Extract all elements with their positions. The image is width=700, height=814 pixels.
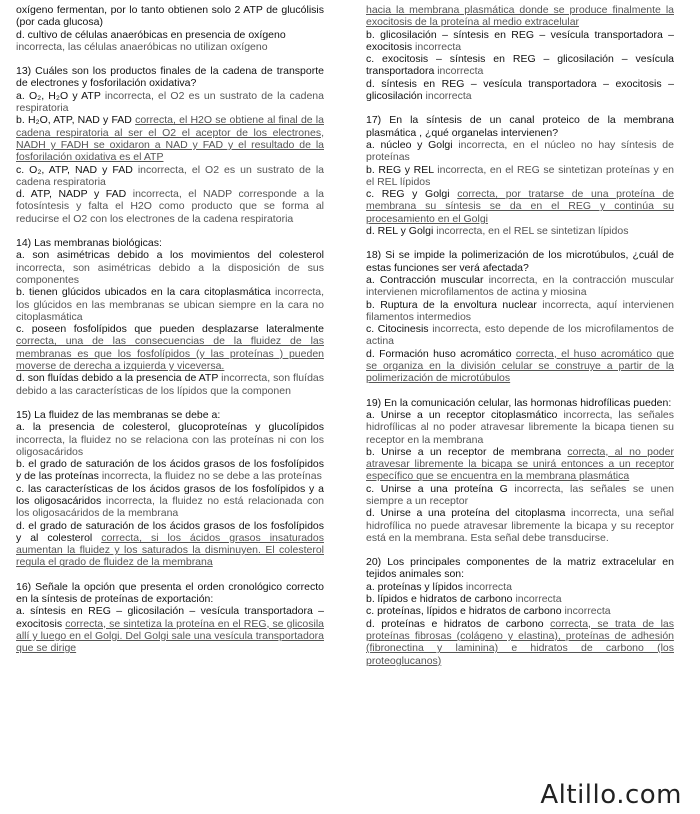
- option-label: d. proteínas e hidratos de carbono: [366, 617, 544, 630]
- option-note: incorrecta: [437, 65, 484, 78]
- correct-answer-note: hacia la membrana plasmática donde se produce finalmente la exocitosis de la proteína al medio extracelular: [366, 4, 674, 29]
- option-label: b. REG y REL: [366, 163, 434, 176]
- option-note: incorrecta, las señales hidrofílicas al no poder atravesar libremente la bicapa tienen su receptor en la membrana: [366, 408, 675, 446]
- question-17: [366, 114, 674, 237]
- option-a-continued: [366, 4, 674, 29]
- option-label: b. el grado de saturación de los ácidos grasos de los fosfolípidos y de las proteínas: [16, 458, 324, 483]
- option-label: a. Contracción muscular: [366, 273, 484, 286]
- correct-answer-note: correcta, al no poder atravesar libremente la bicapa se unirá entonces a un receptor específico que se encuentra en la membrana plasmática: [366, 445, 674, 483]
- question-20: [366, 556, 674, 667]
- option-note: incorrecta, el NADP corresponde a la fotosíntesis y falta el H2O como producto que se forma al reducirse el O2 con los electrones de la cadena respiratoria: [16, 188, 324, 225]
- option-label: d. el grado de saturación de los ácidos grasos de los fosfolípidos y al colesterol: [16, 519, 324, 544]
- option-c: [366, 483, 674, 508]
- option-note: incorrecta, aquí intervienen filamentos intermedios: [366, 298, 675, 323]
- option-label: a. proteínas y lípidos: [366, 580, 463, 593]
- question-stem: 20) Los principales componentes de la matriz extracelular en tejidos animales son:: [366, 556, 674, 581]
- option-label: d. ATP, NADP y FAD: [16, 188, 127, 201]
- option-note: incorrecta, la fluidez no se relaciona con las proteínas ni con los oligosacáridos: [16, 433, 324, 458]
- option-label: d. Formación huso acromático: [366, 347, 512, 360]
- site-watermark: Altillo.com: [540, 780, 682, 810]
- option-label: c. O₂, ATP, NAD y FAD: [16, 163, 133, 176]
- option-label: c. exocitosis – síntesis en REG – glicosilación – vesícula transportadora: [366, 53, 674, 78]
- option-a: [16, 249, 324, 286]
- option-b: [366, 164, 674, 189]
- right-column: [366, 4, 674, 679]
- continuation-text: oxígeno fermentan, por lo tanto obtienen solo 2 ATP de glucólisis (por cada glucosa): [16, 4, 324, 29]
- option-note: incorrecta, en el REL se sintetizan lípidos: [436, 225, 629, 238]
- option-label: d. cultivo de células anaeróbicas en presencia de oxígeno: [16, 28, 286, 41]
- option-d: [16, 372, 324, 397]
- question-12-continuation: [16, 4, 324, 53]
- option-label: d. REL y Golgi: [366, 225, 434, 238]
- option-d: [366, 78, 674, 103]
- option-note: incorrecta, la fluidez no se debe a las proteínas: [101, 470, 322, 483]
- option-b: [366, 29, 674, 54]
- option-c: [16, 483, 324, 520]
- option-label: c. Unirse a una proteína G: [366, 482, 508, 495]
- option-label: d. son fluídas debido a la presencia de ATP: [16, 372, 219, 385]
- option-b: [16, 114, 324, 163]
- correct-answer-note: correcta, se sintetiza la proteína en el REG, se glicosila allí y luego en el Golgi. Del Golgi sale una vesícula transportadora que se dirige: [16, 617, 324, 655]
- option-note: incorrecta, en la contracción muscular intervienen microfilamentos de actina y miosina: [366, 273, 674, 299]
- option-note: incorrecta, una señal hidrofílica no puede atravesar libremente la bicapa y su receptor está en la membrana. Esta señal debe transducirse.: [366, 507, 674, 544]
- option-a: [16, 421, 324, 458]
- option-label: d. síntesis en REG – vesícula transportadora – exocitosis – glicosilación: [366, 77, 674, 103]
- question-stem: 19) En la comunicación celular, las hormonas hidrofílicas pueden:: [366, 396, 672, 409]
- option-note: incorrecta, las células anaeróbicas no utilizan oxígeno: [16, 40, 268, 53]
- correct-answer-note: correcta, se trata de las proteínas fibrosas (colágeno y elastina), proteínas de adhesión (fibronectina y laminina) e hidratos de carbono (los proteoglucanos): [366, 617, 675, 667]
- option-label: a. núcleo y Golgi: [366, 138, 453, 151]
- option-d: [16, 520, 324, 569]
- option-label: a. Unirse a un receptor citoplasmático: [366, 408, 558, 421]
- option-d: [366, 348, 674, 385]
- option-b: [366, 593, 674, 605]
- question-15: [16, 409, 324, 569]
- option-note: incorrecta: [564, 605, 611, 618]
- option-c: [366, 323, 674, 348]
- correct-answer-note: correcta, el huso acromático que se organiza en la división celular se construye a partir de la polimerización de microtúbulos: [366, 347, 674, 385]
- option-b: [366, 299, 674, 324]
- option-a: [366, 274, 674, 299]
- option-label: c. Citocinesis: [366, 323, 429, 336]
- option-d: [366, 507, 674, 544]
- question-stem: 17) En la síntesis de un canal proteico de la membrana plasmática , ¿qué organelas intervienen?: [366, 114, 674, 139]
- option-d: [16, 188, 324, 225]
- option-a: [366, 139, 674, 164]
- option-note: incorrecta, son fluídas debido a las características de los lípidos que la componen: [16, 372, 324, 397]
- option-d: [366, 225, 674, 237]
- question-16: [16, 581, 324, 655]
- option-a: [16, 90, 324, 115]
- question-18: [366, 249, 674, 384]
- option-label: a. síntesis en REG – glicosilación – vesícula transportadora – exocitosis: [16, 605, 324, 630]
- option-note: incorrecta, en el núcleo no hay síntesis de proteínas: [366, 138, 674, 164]
- option-note: incorrecta: [425, 90, 472, 103]
- option-note: incorrecta, la fluidez no está relacionada con los oligosacáridos de la membrana: [16, 494, 325, 520]
- question-19: [366, 397, 674, 545]
- option-note: incorrecta, los glúcidos en las membranas se ubican siempre en la cara no citoplasmática: [16, 286, 324, 323]
- option-label: d. Unirse a una proteína del citoplasma: [366, 507, 566, 520]
- option-label: a. la presencia de colesterol, glucoproteínas y glucolípidos: [16, 421, 324, 434]
- option-c: [366, 605, 674, 617]
- question-stem: 18) Si se impide la polimerización de los microtúbulos, ¿cuál de estas funciones ser verá afectada?: [366, 249, 674, 274]
- option-label: b. Unirse a un receptor de membrana: [366, 445, 562, 458]
- option-label: a. O₂, H₂O y ATP: [16, 89, 101, 102]
- question-14: [16, 237, 324, 397]
- left-column: [16, 4, 324, 667]
- option-label: b. tienen glúcidos ubicados en la cara citoplasmática: [16, 286, 271, 299]
- correct-answer-note: correcta, una de las consecuencias de la fluidez de las membranas es que los fosfolípidos (y las proteínas ) pueden moverse de derecha a izquierda y viceversa.: [16, 335, 324, 373]
- option-c: [366, 53, 674, 78]
- option-note: incorrecta, las señales se unen siempre a un receptor: [366, 482, 675, 507]
- option-b: [366, 446, 674, 483]
- option-note: incorrecta: [515, 593, 562, 606]
- option-label: c. poseen fosfolípidos que pueden desplazarse lateralmente: [16, 323, 324, 336]
- question-stem: 16) Señale la opción que presenta el orden cronológico correcto en la síntesis de proteínas de exportación:: [16, 580, 324, 606]
- option-label: a. son asimétricas debido a los movimientos del colesterol: [16, 249, 324, 262]
- question-stem: 15) La fluidez de las membranas se debe a:: [16, 408, 221, 421]
- option-label: b. H₂O, ATP, NAD y FAD: [16, 114, 132, 127]
- correct-answer-note: correcta, si los ácidos grasos insaturados aumentan la fluidez y los saturados la disminuyen. El colesterol regula el grado de fluidez de la membrana: [16, 531, 324, 569]
- question-stem: 14) Las membranas biológicas:: [16, 237, 162, 250]
- correct-answer-note: correcta, el H2O se obtiene al final de la cadena respiratoria al ser el O2 el aceptor de los electrones, NADH y FADH se oxidaron a NAD y FAD y el resultado de la fosforilación oxidativa es el ATP: [16, 114, 324, 164]
- option-a: [366, 409, 674, 446]
- option-c: [16, 323, 324, 372]
- option-c: [16, 164, 324, 189]
- option-d: [366, 618, 674, 667]
- option-label: c. las características de los ácidos grasos de los fosfolípidos y a los oligosacáridos: [16, 482, 324, 507]
- option-label: c. proteínas, lípidos e hidratos de carbono: [366, 605, 562, 618]
- option-label: b. glicosilación – síntesis en REG – vesícula transportadora – exocitosis: [366, 28, 674, 53]
- option-label: c. REG y Golgi: [366, 188, 450, 201]
- option-note: incorrecta: [465, 580, 512, 593]
- correct-answer-note: correcta, por tratarse de una proteína de membrana su síntesis se da en el REG y continúa su procesamiento en el Golgi: [366, 188, 675, 225]
- question-stem: 13) Cuáles son los productos finales de la cadena de transporte de electrones y fosforilación oxidativa?: [16, 65, 324, 90]
- question-16-continued: [366, 4, 674, 102]
- option-note: incorrecta, esto depende de los microfilamentos de actina: [366, 323, 674, 348]
- option-note: incorrecta, el O2 es un sustrato de la cadena respiratoria: [16, 163, 325, 188]
- option-label: b. lípidos e hidratos de carbono: [366, 593, 513, 606]
- option-b: [16, 286, 324, 323]
- option-note: incorrecta, en el REG se sintetizan proteínas y en el REL lípidos: [366, 163, 674, 188]
- option-a: [16, 605, 324, 654]
- option-note: incorrecta, son asimétricas debido a la disposición de sus componentes: [16, 261, 324, 286]
- option-label: b. Ruptura de la envoltura nuclear: [366, 298, 537, 311]
- question-13: [16, 65, 324, 225]
- option-d: [16, 29, 324, 54]
- option-c: [366, 188, 674, 225]
- option-a: [366, 581, 674, 593]
- option-b: [16, 458, 324, 483]
- option-note: incorrecta: [415, 40, 462, 53]
- option-note: incorrecta, el O2 es un sustrato de la cadena respiratoria: [16, 89, 324, 115]
